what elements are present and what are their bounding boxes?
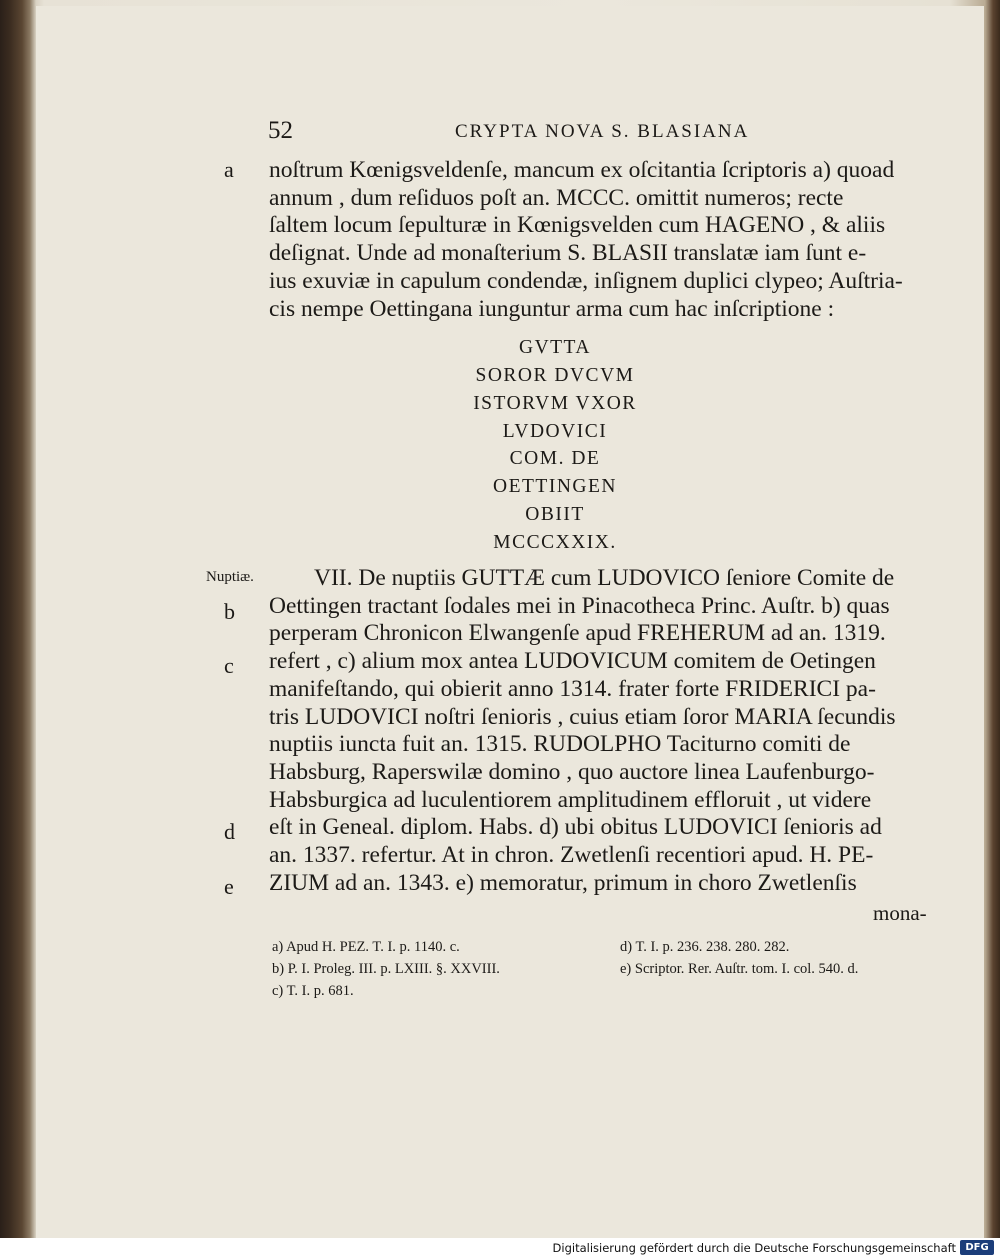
dfg-logo-icon: DFG [960,1240,994,1255]
footnote-right: d) T. I. p. 236. 238. 280. 282. [620,939,790,955]
inscription-line: SOROR DVCVM [475,365,635,386]
footnote-right: e) Scriptor. Rer. Auſtr. tom. I. col. 540. d. [620,961,859,977]
paragraph2-line: Habsburgica ad luculentiorem amplitudinem effloruit , ut videre [269,787,872,813]
margin-note-b: b [224,599,235,624]
paragraph1-line: annum , dum reſiduos poſt an. MCCC. omittit numeros; recte [269,185,844,211]
margin-note-d: d [224,819,235,844]
inscription-line: OETTINGEN [493,476,617,497]
margin-note-c: c [224,653,234,678]
paragraph2-line: tris LUDOVICI noſtri ſenioris , cuius etiam ſoror MARIA ſecundis [269,704,896,730]
digitization-footer [0,1238,1000,1259]
page-number: 52 [268,117,293,144]
paragraph2-line: nuptiis iuncta fuit an. 1315. RUDOLPHO Taciturno comiti de [269,731,851,757]
footnote-left: c) T. I. p. 681. [272,983,354,999]
margin-note-nuptiae: Nuptiæ. [206,569,254,585]
footnote-left: a) Apud H. PEZ. T. I. p. 1140. c. [272,939,460,955]
paragraph2-line: Habsburg, Raperswilæ domino , quo auctore linea Laufenburgo- [269,759,875,785]
paragraph2-line: eſt in Geneal. diplom. Habs. d) ubi obitus LUDOVICI ſenioris ad [269,814,882,840]
running-title: CRYPTA NOVA S. BLASIANA [455,121,750,142]
paragraph1-line: ius exuviæ in capulum condendæ, inſignem duplici clypeo; Auſtria- [269,268,903,294]
paragraph1-line: ſaltem locum ſepulturæ in Kœnigsvelden cum HAGENO , & aliis [269,212,886,238]
paragraph2-line: ZIUM ad an. 1343. e) memoratur, primum in choro Zwetlenſis [269,870,857,896]
paragraph1-line: noſtrum Kœnigsveldenſe, mancum ex oſcitantia ſcriptoris a) quoad [269,157,895,183]
inscription-line: GVTTA [518,337,591,358]
paragraph1-line: deſignat. Unde ad monaſterium S. BLASII translatæ iam ſunt e- [269,240,867,266]
footnote-left: b) P. I. Proleg. III. p. LXIII. §. XXVIII. [272,961,500,977]
inscription-line: ISTORVM VXOR [473,393,637,414]
catchword: mona- [873,901,927,925]
inscription-line: LVDOVICI [502,421,608,442]
paragraph2-line: an. 1337. refertur. At in chron. Zwetlenſi recentiori apud. H. PE- [269,842,874,868]
paragraph2-line: VII. De nuptiis GUTTÆ cum LUDOVICO ſeniore Comite de [314,565,895,591]
inscription-line: OBIIT [525,504,585,525]
inscription-line: COM. DE [509,448,601,469]
footer-credit: Digitalisierung gefördert durch die Deutsche Forschungsgemeinschaft [552,1241,956,1255]
inscription-line: MCCCXXIX. [493,532,617,553]
margin-note-e: e [224,874,234,899]
paragraph2-line: perperam Chronicon Elwangenſe apud FREHERUM ad an. 1319. [269,620,886,646]
paragraph2-line: manifeſtando, qui obierit anno 1314. frater forte FRIDERICI pa- [269,676,876,702]
margin-note-a: a [224,157,234,182]
paragraph1-line: cis nempe Oettingana iunguntur arma cum hac inſcriptione : [269,296,835,322]
paragraph2-line: refert , c) alium mox antea LUDOVICUM comitem de Oetingen [269,648,876,674]
paragraph2-line: Oettingen tractant ſodales mei in Pinacotheca Princ. Auſtr. b) quas [269,593,890,619]
